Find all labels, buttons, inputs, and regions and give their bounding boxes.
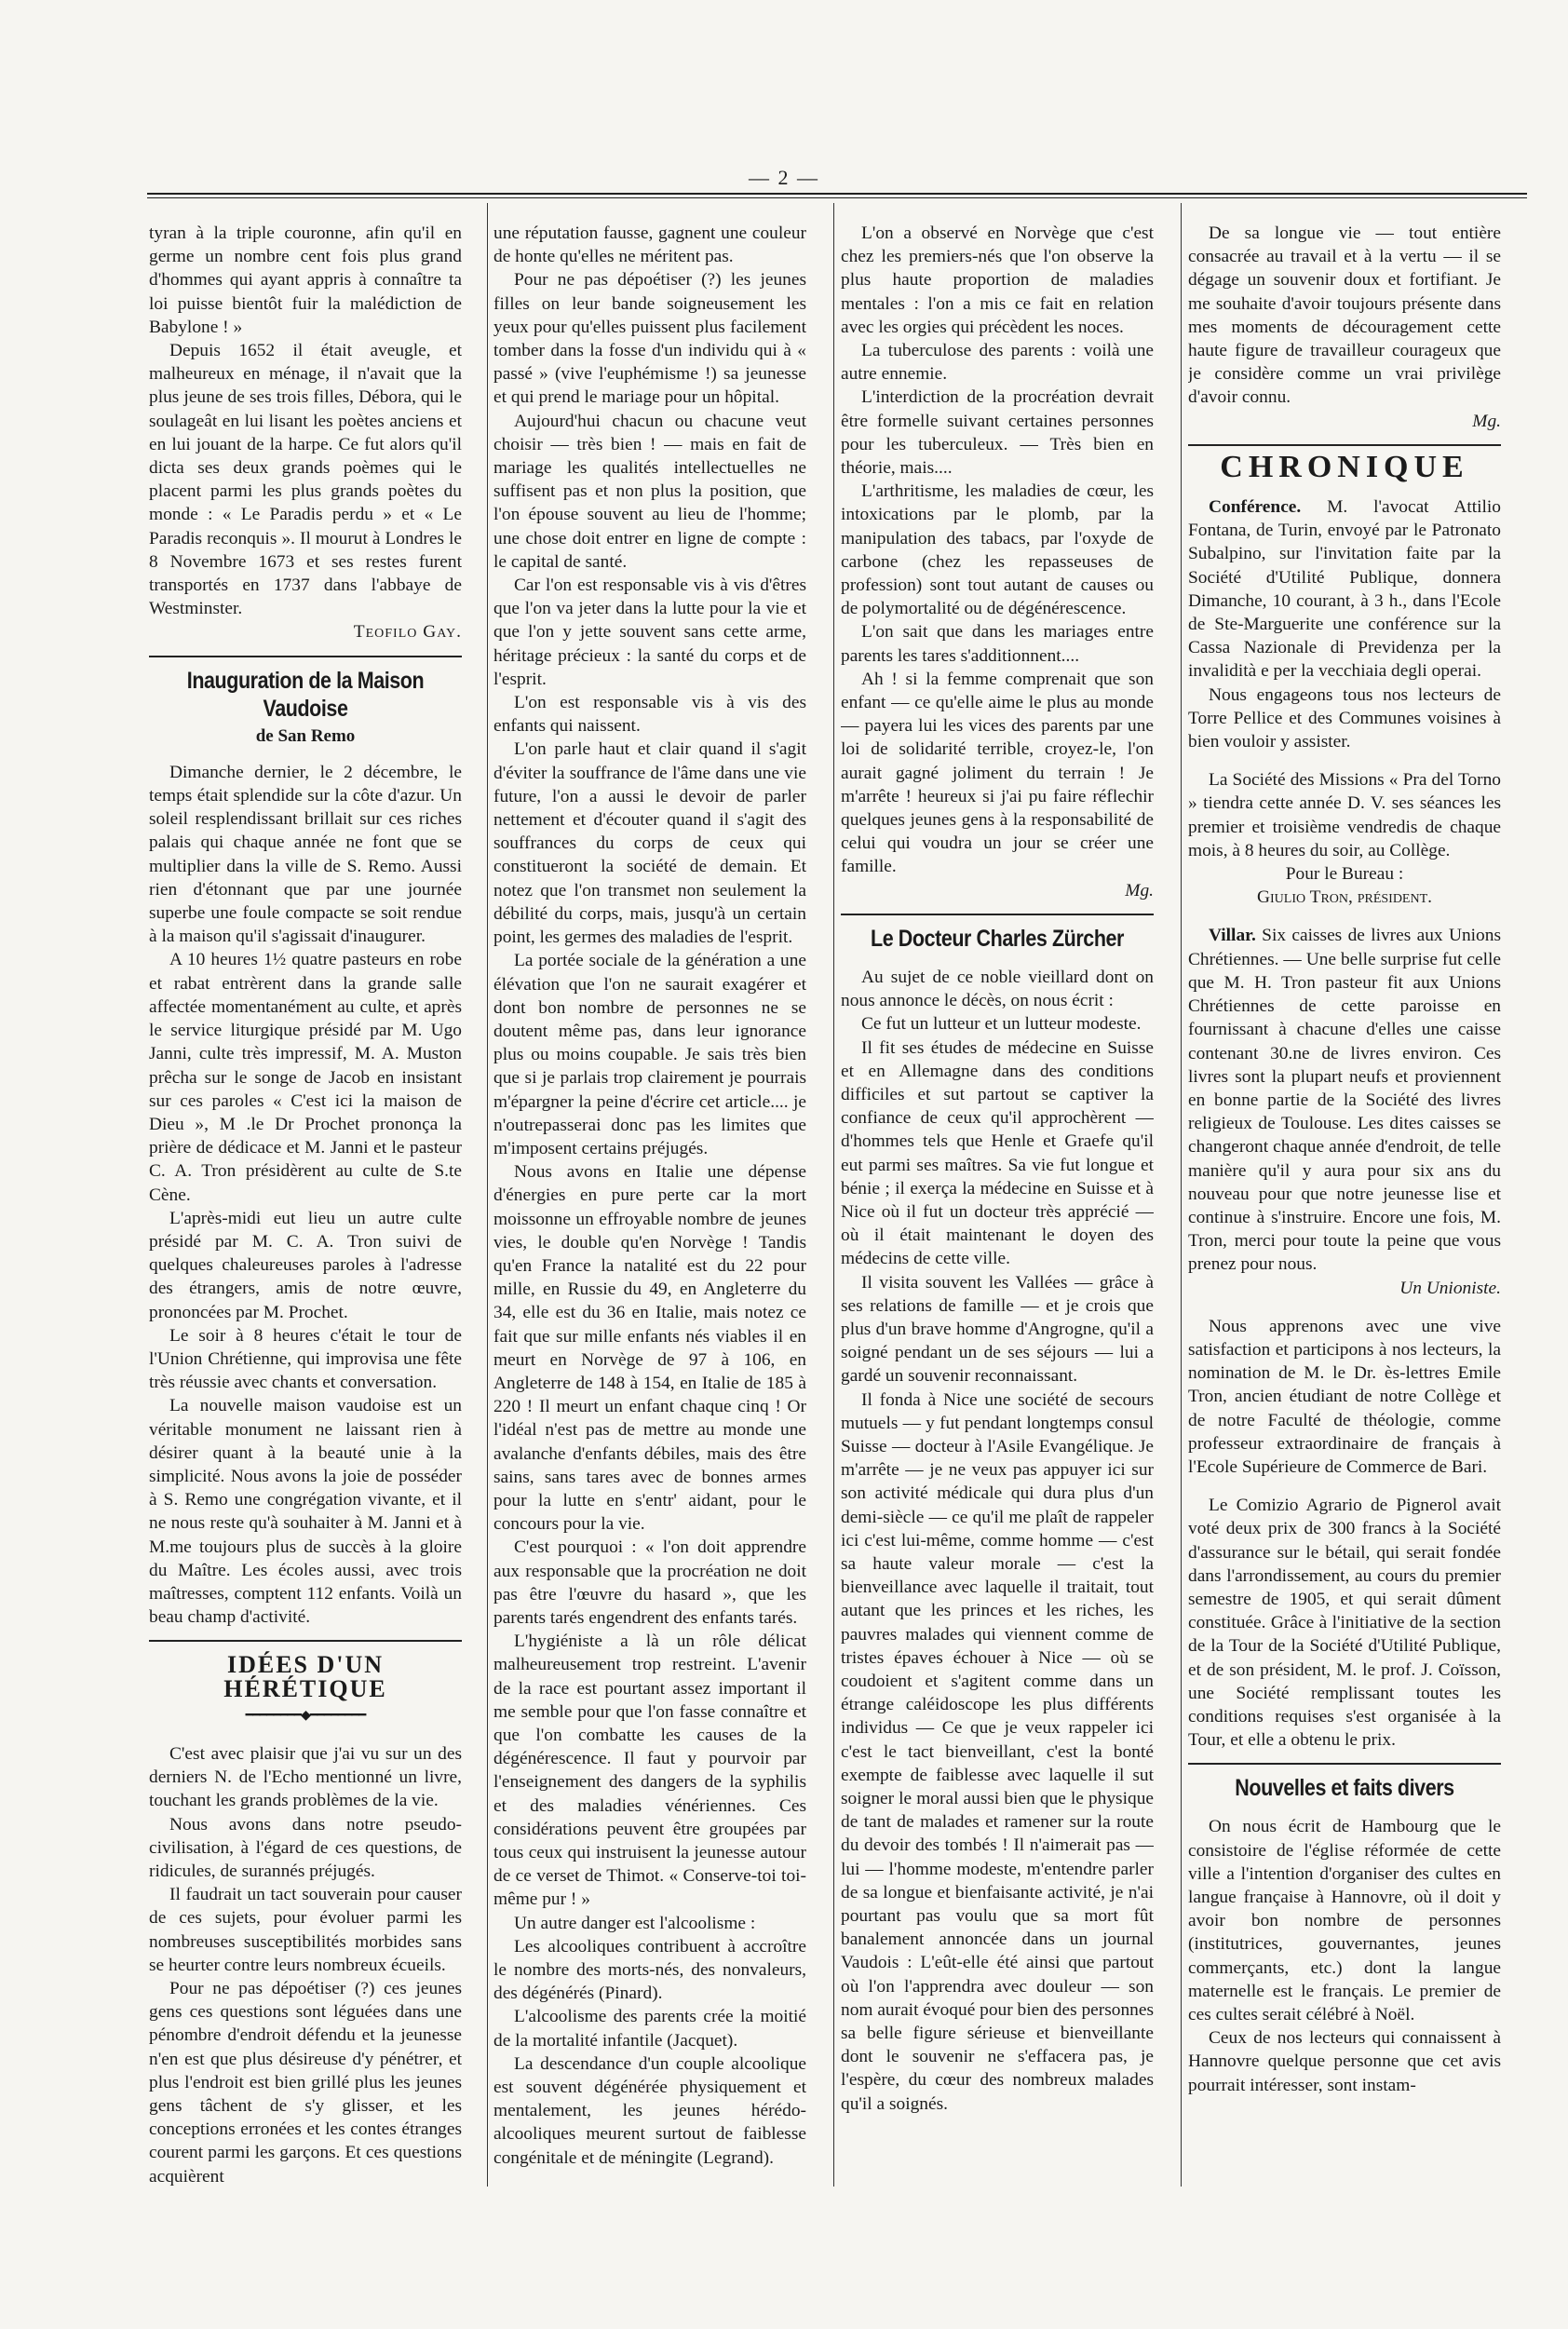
article-title: IDÉES D'UN HÉRÉTIQUE	[223, 1651, 387, 1702]
paragraph: C'est avec plaisir que j'ai vu sur un des derniers N. de l'Echo mentionné un livre, touchant les grands problèmes de la vie.	[149, 1743, 462, 1811]
paragraph: une réputation fausse, gagnent une couleur de honte qu'elles ne méritent pas.	[493, 223, 806, 267]
ornament-icon: ━━━━━━━━◆━━━━━━━━	[245, 1708, 366, 1723]
signature: Mg.	[1125, 880, 1154, 900]
paragraph: La nouvelle maison vaudoise est un véritable monument ne laissant rien à désirer quant à la beauté unie à la simplicité. Nous avons la joie de posséder à S. Remo une congrégation vivante, et il ne nous reste qu'à souhaiter à M. Janni et à M.me toujours plus de succès à la gloire du Maître. Les écoles aussi, avec trois maîtresses, comptent 112 enfants. Voilà un beau champ d'activité.	[149, 1396, 462, 1628]
lead-word: Villar.	[1209, 926, 1256, 946]
paragraph: Pour ne pas dépoétiser (?) ces jeunes gens ces questions sont léguées dans une pénombre d'endroit défendu et la jeunesse n'en est que plus désireuse d'y pénétrer, et plus l'endroit est bien grillé plus les jeunes gens tâchent de s'y glisser, et les conceptions erronées et les contes étranges courent parmi les garçons. Et ces questions acquièrent	[149, 1979, 462, 2187]
paragraph: L'arthritisme, les maladies de cœur, les intoxications par le plomb, par la manipulation des tabacs, par l'oxyde de carbone (chez les repasseuses de profession) sont tout autant de causes ou de polymortalité ou de dégénérescence.	[841, 481, 1154, 619]
paragraph: L'on sait que dans les mariages entre parents les tares s'additionnent....	[841, 622, 1154, 666]
column-4	[1188, 222, 1501, 2097]
section-rule	[1188, 1763, 1501, 1765]
page-number: — 2 —	[749, 166, 819, 189]
paragraph: De sa longue vie — tout entière consacrée au travail et à la vertu — il se dégage un souvenir doux et fortifiant. Je me souhaite d'avoir toujours présente dans mes moments de découragement cette haute figure de travailleur courageux que je considère comme un vrai privilège d'avoir connu.	[1188, 223, 1501, 408]
signature: Teofilo Gay.	[353, 622, 462, 643]
paragraph: La descendance d'un couple alcoolique est souvent dégénérée physiquement et mentalement, les jeunes hérédo-alcooliques meurent surtout de faiblesse congénitale et de méningite (Legrand).	[493, 2053, 806, 2168]
spacer	[1188, 909, 1501, 924]
spacer	[1188, 1300, 1501, 1315]
column-divider	[487, 203, 488, 2187]
paragraph: Ah ! si la femme comprenait que son enfant — ce qu'elle aime le plus au monde — payera lui les vices des parents par une loi de solidarité terrible, croyez-le, l'on aurait gagné joliment du terrain ! Je m'arrête ! heureux si j'ai pu faire réflechir quelques jeunes gens à la responsabilité de celui qui voudra un jour se créer une famille.	[841, 669, 1154, 877]
spacer	[1188, 753, 1501, 768]
section-rule	[841, 914, 1154, 915]
paragraph: Le soir à 8 heures c'était le tour de l'Union Chrétienne, qui improvisa une fête très réussie avec chants et conversation.	[149, 1325, 462, 1393]
column-2	[493, 222, 806, 2170]
signature: Mg.	[1472, 411, 1501, 431]
paragraph: La Société des Missions « Pra del Torno » tiendra cette année D. V. ses séances les premier et troisième vendredis de chaque mois, à 8 heures du soir, au Collège.	[1188, 770, 1501, 860]
paragraph-text: M. l'avocat Attilio Fontana, de Turin, envoyé par le Patronato Subalpino, sur l'invitation faite par la Société d'Utilité Publique, donnera Dimanche, 10 courant, à 3 h., dans l'Ecole de Ste-Marguerite une conférence sur la Cassa Nazionale di Previdenza per la invalidità e per la vecchiaia degli operai.	[1188, 497, 1501, 682]
paragraph: Car l'on est responsable vis à vis d'êtres que l'on va jeter dans la lutte pour la vie et que l'on y jette souvent sans cette arme, héritage précieux : la santé du corps et de l'esprit.	[493, 575, 806, 689]
paragraph: Ce fut un lutteur et un lutteur modeste.	[861, 1014, 1142, 1035]
paragraph: La tuberculose des parents : voilà une autre ennemie.	[841, 341, 1154, 385]
paragraph: L'on parle haut et clair quand il s'agit d'éviter la souffrance de l'âme dans une vie future, l'on a aussi le devoir de parler nettement et d'écouter quand il s'agit des souffrances du corps de ceux qui constitueront la société de demain. Et notez que l'on transmet non seulement la débilité du corps, mais, jusqu'à un certain point, les germes des maladies de l'esprit.	[493, 739, 806, 948]
paragraph: Les alcooliques contribuent à accroître le nombre des morts-nés, des nonvaleurs, des dégénérés (Pinard).	[493, 1936, 806, 2004]
paragraph: L'alcoolisme des parents crée la moitié de la mortalité infantile (Jacquet).	[493, 2007, 806, 2051]
paragraph: Un autre danger est l'alcoolisme :	[514, 1913, 756, 1933]
paragraph: Giulio Tron, président.	[1257, 887, 1432, 908]
paragraph: Nous engageons tous nos lecteurs de Torre Pellice et des Communes voisines à bien vouloir y assister.	[1188, 684, 1501, 752]
paragraph: C'est pourquoi : « l'on doit apprendre aux responsable que la procréation ne doit pas être l'œuvre du hasard », que les parents tarés engendrent des enfants tarés.	[493, 1537, 806, 1628]
paragraph: Nous avons dans notre pseudo-civilisation, à l'égard de ces questions, de ridicules, de surannés préjugés.	[149, 1814, 462, 1881]
paragraph: Aujourd'hui chacun ou chacune veut choisir — très bien ! — mais en fait de mariage les qualités intellectuelles ne suffisent pas et non plus la position, que l'on épouse souvent au lieu de l'homme; une chose doit entrer en ligne de compte : le capital de santé.	[493, 411, 806, 572]
spacer	[1188, 1479, 1501, 1494]
paragraph: Le Comizio Agrario de Pignerol avait voté deux prix de 300 francs à la Société d'assurance sur le bétail, qui serait fondée dans l'arrondissement, au cours du premier semestre de 1905, et qui serait dûment constituée. Grâce à l'initiative de la section de la Tour de la Société d'Utilité Publique, et de son président, M. le prof. J. Coïsson, une Société remplissant toutes les conditions requises s'est organisée à la Tour, et elle a obtenu le prix.	[1188, 1496, 1501, 1751]
paragraph: Dimanche dernier, le 2 décembre, le temps était splendide sur la côte d'azur. Un soleil resplendissant brillait sur ces riches palais qui chaque année ne font que se multiplier dans la ville de S. Remo. Aussi rien d'étonnant que par une journée superbe une foule compacte se soit rendue à la maison qu'il s'agissait d'inaugurer.	[149, 762, 462, 947]
paragraph: Depuis 1652 il était aveugle, et malheureux en ménage, il n'avait que la plus jeune de ses trois filles, Débora, qui le soulageât en lui lisant les poètes anciens et en lui jouant de la harpe. Ce fut alors qu'il dicta ses deux grands poèmes qui le placent parmi les plus grands poètes du monde : « Le Paradis perdu » et « Le Paradis reconquis ». Il mourut à Londres le 8 Novembre 1673 et ses restes furent transportés en 1737 dans l'abbaye de Westminster.	[149, 341, 462, 619]
article-title: Nouvelles et faits divers	[1235, 1775, 1454, 1802]
paragraph: L'hygiéniste a là un rôle délicat malheureusement trop restreint. L'avenir de la race est pourtant assez important il me semble pour que l'on fasse connaître et que l'on combatte les causes de la dégénérescence. Il faut y pourvoir par l'enseignement des dangers de la syphilis et des maladies vénériennes. Ces considérations peuvent être groupées par tous ceux qui instruisent la jeunesse autour de ce verset de Thimot. « Conserve-toi toi-même pur ! »	[493, 1632, 806, 1910]
paragraph: A 10 heures 1½ quatre pasteurs en robe et rabat entrèrent dans la grande salle affectée momentanément au culte, et après le service liturgique présidé par M. Ugo Janni, culte très impressif, M. A. Muston prêcha sur le songe de Jacob en insistant sur ces paroles « C'est ici la maison de Dieu », M .le Dr Prochet prononça la prière de dédicace et M. Janni et le pasteur C. A. Tron présidèrent au culte de S.te Cène.	[149, 950, 462, 1205]
paragraph: On nous écrit de Hambourg que le consistoire de l'église réformée de cette ville a l'intention d'organiser des cultes en langue française à Hannovre, où il doit y avoir bon nombre de personnes (institutrices, gouvernantes, jeunes commerçants, etc.) dont la langue maternelle est le français. Le premier de ces cultes serait célébré à Noël.	[1188, 1817, 1501, 2025]
header-rule	[147, 193, 1527, 198]
paragraph: Il faudrait un tact souverain pour causer de ces sujets, pour évoluer parmi les nombreuses susceptibilités morbides sans se heurter contre leurs nombreux écueils.	[149, 1885, 462, 1975]
paragraph: Il visita souvent les Vallées — grâce à ses relations de famille — et je crois que plus d'un brave homme d'Angrogne, qu'il a soigné pendant un de ses séjours — lui a gardé un souvenir reconnaissant.	[841, 1272, 1154, 1387]
article-subtitle: de San Remo	[255, 725, 356, 746]
paragraph-text: Six caisses de livres aux Unions Chrétiennes. — Une belle surprise fut celle que M. H. Tron pasteur fit aux Unions Chrétiennes de cette paroisse en fournissant à chacune d'elles une caisse contenant 30.ne de livres environ. Ces livres sont la plupart neufs et proviennent en bonne partie de la Société des livres religieux de Toulouse. Les dites caisses se changeront chaque année d'endroit, de telle manière qu'il y aura pour six ans du nouveau pour que notre jeunesse lise et continue à s'instruire. Encore une fois, M. Tron, merci pour toute la peine que vous prenez pour nous.	[1188, 926, 1501, 1275]
paragraph: tyran à la triple couronne, afin qu'il en germe un nombre cent fois plus grand d'hommes qui ayant appris à connaître ta loi puisse bientôt fuir la malédiction de Babylone ! »	[149, 223, 462, 337]
paragraph: Nous avons en Italie une dépense d'énergies en pure perte car la mort moissonne un effroyable nombre de jeunes vies, le double qu'en Norvège ! Tandis qu'en France la natalité est du 22 pour mille, en Russie du 49, en Angleterre du 34, elle est du 36 en Italie, mais notez ce fait que sur mille enfants nés viables il en meurt en Norvège de 97 à 106, en Angleterre de 148 à 154, en Italie de 185 à 220 ! Il meurt un enfant chaque cinq ! Or l'idéal n'est pas de mettre au monde une avalanche d'enfants débiles, mais des être sains, sans tares avec de bonnes armes pour la lutte en s'entr' aidant, pour le concours pour la vie.	[493, 1162, 806, 1535]
paragraph	[1188, 495, 1501, 684]
column-divider	[833, 203, 834, 2187]
article-title: Inauguration de la Maison Vaudoise	[186, 667, 425, 722]
article-title: Le Docteur Charles Zürcher	[870, 925, 1124, 952]
column-3	[841, 222, 1154, 2116]
column-divider	[1181, 203, 1182, 2187]
paragraph	[1188, 924, 1501, 1276]
paragraph: Au sujet de ce noble vieillard dont on nous annonce le décès, on nous écrit :	[841, 967, 1154, 1011]
paragraph: L'on est responsable vis à vis des enfants qui naissent.	[493, 693, 806, 737]
section-rule	[149, 656, 462, 657]
paragraph: Pour ne pas dépoétiser (?) les jeunes filles on leur bande soigneusement les yeux pour qu'elles puissent plus facilement tomber dans la fosse d'un individu qui à « passé » (vive l'euphémisme !) sa jeunesse et qui prend le mariage pour un hôpital.	[493, 270, 806, 408]
paragraph: L'interdiction de la procréation devrait être formelle suivant certaines personnes pour les tuberculeux. — Très bien en théorie, mais....	[841, 387, 1154, 479]
paragraph: Il fonda à Nice une société de secours mutuels — y fut pendant longtemps consul Suisse — docteur à l'Asile Evangélique. Je m'arrête — je ne veux pas appuyer ici sur son activité médicale qui dura plus d'un demi-siècle — ce qu'il me plaît de rappeler ici c'est lui-même, comme homme — c'est sa haute valeur morale — c'est la bienveillance avec laquelle il traitait, tout autant que les princes et les riches, les pauvres malades qui viennent comme de tristes épaves échouer à Nice — où se coudoient et s'agitent comme dans un étrange caléidoscope les plus différents individus — Ce que je veux rappeler ici c'est le tact bienveillant, c'est la bonté exempte de faiblesse avec laquelle il sut soigner le moral aussi bien que le physique de tant de malades et ramener sur la route du devoir des tombés ! Il n'aimerait pas — lui — l'homme modeste, m'entendre parler de sa longue et bienfaisante activité, je n'ai pourtant pas voulu que sa mort fût banalement annoncée dans un journal Vaudois : L'eût-elle été ainsi que partout où l'on l'apprendra avec douleur — son nom aurait évoqué pour bien des personnes sa belle figure sérieuse et bienveillante dont le souvenir ne s'effacera pas, je l'espère, du cœur des nombreux malades qu'il a soignés.	[841, 1389, 1154, 2114]
section-title: CHRONIQUE	[1220, 449, 1469, 484]
section-rule	[149, 1640, 462, 1642]
paragraph: L'après-midi eut lieu un autre culte présidé par M. C. A. Tron suivi de quelques chaleureuses paroles à l'adresse des étrangers, amis de notre œuvre, prononcées par M. Prochet.	[149, 1208, 462, 1322]
paragraph: La portée sociale de la génération a une élévation que l'on ne saurait exagérer et dont bon nombre de personnes ne se doutent même pas, dans leur ignorance plus ou moins coupable. Je sais très bien que si je parlais trop clairement je pourrais m'épargner la peine d'écrire cet article.... je n'outrepasserai donc pas les limites que m'imposent certains préjugés.	[493, 951, 806, 1158]
paragraph: Nous apprenons avec une vive satisfaction et participons à nos lecteurs, la nomination de M. le Dr. ès-lettres Emile Tron, ancien étudiant de notre Collège et de notre Faculté de théologie, comme professeur extraordinaire de français à l'Ecole Supérieure de Commerce de Bari.	[1188, 1316, 1501, 1477]
paragraph: Pour le Bureau :	[1285, 864, 1404, 885]
paragraph: Il fit ses études de médecine en Suisse et en Allemagne dans des conditions difficiles et sut partout se captiver la confiance de ceux qu'il approchèrent — d'hommes tels que Henle et Graefe qu'il eut parmi ses maîtres. Sa vie fut longue et bénie ; il exerça la médecine en Suisse et à Nice où il fut un docteur très apprécié — où il était maintenant le doyen des médecins de cette ville.	[841, 1037, 1154, 1269]
section-rule	[1188, 444, 1501, 446]
paragraph: L'on a observé en Norvège que c'est chez les premiers-nés que l'on observe la plus haute proportion de maladies mentales : l'on a mis ce fait en relation avec les orgies qui précèdent les noces.	[841, 223, 1154, 337]
signature: Un Unioniste.	[1399, 1278, 1501, 1298]
lead-word: Conférence.	[1209, 497, 1302, 518]
paragraph: Ceux de nos lecteurs qui connaissent à Hannovre quelque personne que cet avis pourrait intéresser, sont instam-	[1188, 2028, 1501, 2095]
column-1	[149, 222, 462, 2188]
